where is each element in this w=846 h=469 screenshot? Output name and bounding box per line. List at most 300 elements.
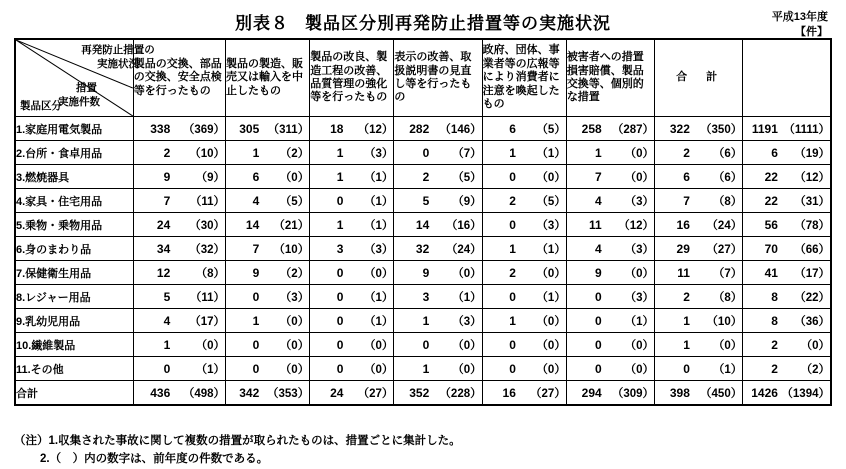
- cell-total: [743, 357, 831, 381]
- value-previous: （30）: [189, 219, 225, 232]
- value-current: 0: [336, 289, 344, 304]
- value-current: 9: [595, 265, 602, 280]
- notes-label: （注）: [14, 435, 49, 447]
- value-current: 11: [589, 217, 602, 232]
- value-previous-number: 0: [812, 339, 819, 352]
- value-current: 1: [683, 313, 690, 328]
- table-row: [15, 165, 831, 189]
- value-previous-number: 1: [375, 291, 382, 304]
- cell-value: [482, 381, 566, 406]
- value-current: 2: [683, 289, 690, 304]
- value-previous: （1）: [536, 147, 566, 160]
- value-previous: （27）: [357, 387, 394, 400]
- value-previous: （19）: [794, 147, 830, 160]
- value-previous: （0）: [624, 171, 655, 184]
- cell-total: [743, 141, 831, 165]
- value-previous: （146）: [439, 123, 482, 136]
- cell-value: [310, 189, 394, 213]
- value-previous-number: 0: [636, 363, 643, 376]
- value-current: 4: [163, 313, 171, 328]
- value-previous: （31）: [794, 195, 830, 208]
- value-previous: （6）: [712, 147, 743, 160]
- row-category-label: 1.家庭用電気製品: [15, 117, 133, 141]
- value-previous-number: 350: [711, 123, 731, 136]
- table-row: [15, 213, 831, 237]
- cell-value: [482, 357, 566, 381]
- value-previous-number: 10: [717, 315, 731, 328]
- cell-total: [743, 309, 831, 333]
- value-previous-number: 1394: [792, 387, 819, 400]
- value-previous-number: 0: [547, 171, 555, 184]
- value-previous-number: 78: [805, 219, 819, 232]
- title-left: 別表８: [235, 14, 289, 33]
- value-previous-number: 27: [541, 387, 555, 400]
- value-current: 0: [509, 361, 516, 376]
- header-corner-cell: [15, 39, 155, 117]
- value-previous-number: 16: [457, 219, 471, 232]
- cell-total: [743, 285, 831, 309]
- cell-total: [743, 261, 831, 285]
- value-current: 1: [336, 145, 344, 160]
- column-header-0: 製品の交換、部品の交換、安全点検等を行ったもの: [133, 39, 225, 117]
- value-current: 1: [509, 145, 516, 160]
- value-previous-number: 2: [291, 147, 298, 160]
- value-previous: （0）: [279, 315, 310, 328]
- value-previous-number: 8: [207, 267, 214, 280]
- value-current: 7: [683, 193, 690, 208]
- value-current: 398: [669, 385, 690, 400]
- value-current: 0: [595, 361, 602, 376]
- cell-value: [226, 333, 310, 357]
- value-previous: （0）: [279, 171, 310, 184]
- value-current: 2: [771, 337, 778, 352]
- value-current: 56: [764, 217, 778, 232]
- row-category-label: 7.保健衛生用品: [15, 261, 133, 285]
- cell-total: [743, 381, 831, 406]
- value-previous-number: 1: [463, 291, 471, 304]
- value-current: 14: [245, 217, 260, 232]
- cell-value: [655, 213, 743, 237]
- value-previous-number: 30: [200, 219, 214, 232]
- value-current: 2: [771, 361, 778, 376]
- value-previous: （0）: [624, 267, 655, 280]
- value-previous-number: 32: [200, 243, 214, 256]
- value-previous-number: 0: [547, 267, 555, 280]
- value-previous: （16）: [445, 219, 482, 232]
- value-current: 2: [509, 193, 516, 208]
- value-previous-number: 5: [463, 171, 471, 184]
- value-previous: （311）: [267, 123, 310, 136]
- value-current: 0: [422, 337, 430, 352]
- cell-value: [310, 237, 394, 261]
- value-current: 3: [422, 289, 430, 304]
- cell-value: [566, 189, 654, 213]
- cell-total: [743, 165, 831, 189]
- value-previous-number: 0: [636, 339, 643, 352]
- value-previous: （0）: [800, 339, 830, 352]
- value-previous: （0）: [195, 339, 225, 352]
- value-previous: （1）: [536, 291, 566, 304]
- table-row: [15, 237, 831, 261]
- value-previous-number: 0: [291, 171, 298, 184]
- value-previous-number: 2: [812, 363, 819, 376]
- value-current: 1: [595, 145, 602, 160]
- cell-value: [226, 357, 310, 381]
- value-previous-number: 0: [463, 339, 471, 352]
- value-previous-number: 10: [200, 147, 214, 160]
- value-previous: （66）: [794, 243, 830, 256]
- value-previous: （353）: [267, 387, 310, 400]
- table-header-row: [15, 39, 831, 117]
- value-previous: （5）: [279, 195, 310, 208]
- value-previous: （1）: [624, 315, 655, 328]
- cell-value: [394, 165, 482, 189]
- value-previous-number: 0: [463, 363, 471, 376]
- value-current: 5: [163, 289, 171, 304]
- value-previous: （3）: [624, 291, 655, 304]
- value-current: 29: [676, 241, 690, 256]
- cell-value: [394, 261, 482, 285]
- value-previous: （1111）: [783, 123, 830, 136]
- value-previous: （5）: [452, 171, 482, 184]
- value-current: 436: [150, 385, 171, 400]
- value-previous: （1）: [452, 291, 482, 304]
- value-current: 1: [252, 313, 260, 328]
- value-previous-number: 1: [547, 243, 555, 256]
- cell-value: [394, 117, 482, 141]
- value-current: 34: [156, 241, 171, 256]
- cell-value: [133, 357, 225, 381]
- cell-value: [482, 309, 566, 333]
- value-current: 22: [764, 193, 778, 208]
- value-previous: （10）: [189, 147, 225, 160]
- value-previous: （0）: [712, 339, 743, 352]
- value-previous-number: 0: [463, 267, 471, 280]
- value-previous-number: 8: [724, 291, 731, 304]
- cell-value: [133, 285, 225, 309]
- row-category-label: 9.乳幼児用品: [15, 309, 133, 333]
- value-previous-number: 450: [711, 387, 731, 400]
- column-header-1: 製品の製造、販売又は輸入を中止したもの: [226, 39, 310, 117]
- value-previous: （3）: [624, 195, 655, 208]
- cell-value: [394, 213, 482, 237]
- cell-value: [482, 165, 566, 189]
- value-previous-number: 0: [724, 339, 731, 352]
- cell-value: [133, 381, 225, 406]
- cell-value: [566, 381, 654, 406]
- value-current: 0: [252, 289, 260, 304]
- value-previous-number: 0: [636, 171, 643, 184]
- value-previous: （8）: [195, 267, 225, 280]
- value-previous-number: 1: [375, 315, 382, 328]
- value-current: 9: [252, 265, 260, 280]
- value-previous-number: 287: [623, 123, 643, 136]
- value-previous-number: 146: [450, 123, 471, 136]
- cell-value: [394, 285, 482, 309]
- value-previous: （17）: [189, 315, 225, 328]
- value-previous-number: 0: [547, 363, 555, 376]
- value-previous-number: 1: [375, 219, 382, 232]
- value-current: 2: [509, 265, 516, 280]
- cell-value: [394, 189, 482, 213]
- value-previous-number: 11: [201, 195, 214, 208]
- value-previous: （0）: [364, 363, 394, 376]
- row-category-label: 10.繊維製品: [15, 333, 133, 357]
- value-current: 16: [502, 385, 516, 400]
- cell-value: [133, 261, 225, 285]
- value-previous-number: 27: [717, 243, 731, 256]
- cell-value: [566, 333, 654, 357]
- cell-value: [133, 237, 225, 261]
- value-previous-number: 0: [547, 339, 555, 352]
- value-previous-number: 369: [194, 123, 214, 136]
- cell-value: [310, 357, 394, 381]
- value-previous-number: 11: [201, 291, 214, 304]
- value-previous-number: 3: [636, 243, 643, 256]
- column-header-2: 製品の改良、製造工程の改善、品質管理の強化等を行ったもの: [310, 39, 394, 117]
- value-previous: （0）: [452, 267, 482, 280]
- value-previous-number: 7: [463, 147, 471, 160]
- row-category-label: 2.台所・食卓用品: [15, 141, 133, 165]
- value-current: 0: [163, 361, 171, 376]
- value-previous: （8）: [712, 291, 743, 304]
- cell-value: [482, 189, 566, 213]
- table-row: [15, 333, 831, 357]
- value-current: 5: [422, 193, 430, 208]
- cell-value: [394, 309, 482, 333]
- value-previous-number: 27: [369, 387, 382, 400]
- cell-value: [133, 141, 225, 165]
- value-previous-number: 9: [463, 195, 471, 208]
- value-current: 22: [764, 169, 778, 184]
- notes-block: [14, 432, 461, 469]
- value-current: 0: [509, 169, 516, 184]
- value-current: 0: [683, 361, 690, 376]
- table-body: [15, 117, 831, 406]
- cell-value: [482, 285, 566, 309]
- value-previous-number: 12: [369, 123, 382, 136]
- table-row: [15, 285, 831, 309]
- value-previous: （1）: [364, 171, 394, 184]
- value-previous-number: 24: [457, 243, 471, 256]
- value-current: 6: [771, 145, 778, 160]
- table-row: [15, 117, 831, 141]
- value-previous-number: 0: [291, 339, 298, 352]
- value-previous-number: 8: [724, 195, 731, 208]
- value-current: 294: [581, 385, 602, 400]
- cell-value: [310, 285, 394, 309]
- value-current: 0: [252, 337, 260, 352]
- value-previous: （1）: [364, 219, 394, 232]
- value-previous: （1）: [712, 363, 743, 376]
- value-current: 2: [422, 169, 430, 184]
- value-previous-number: 0: [636, 147, 643, 160]
- value-previous: （0）: [536, 339, 566, 352]
- value-current: 1: [163, 337, 171, 352]
- value-previous: （17）: [794, 267, 830, 280]
- value-previous-number: 0: [547, 315, 555, 328]
- value-current: 1: [509, 241, 516, 256]
- column-header-5: 被害者への措置損害賠償、製品交換等、個別的な措置: [566, 39, 654, 117]
- value-previous: （0）: [452, 339, 482, 352]
- value-previous: （0）: [624, 339, 655, 352]
- cell-value: [566, 237, 654, 261]
- value-previous: （1394）: [781, 387, 830, 400]
- cell-value: [133, 333, 225, 357]
- cell-value: [566, 141, 654, 165]
- value-previous: （1）: [364, 195, 394, 208]
- value-previous: （22）: [794, 291, 830, 304]
- value-previous: （0）: [364, 339, 394, 352]
- value-current: 1: [336, 169, 344, 184]
- value-previous: （78）: [794, 219, 830, 232]
- value-previous: （0）: [279, 363, 310, 376]
- cell-value: [655, 333, 743, 357]
- value-previous-number: 22: [805, 291, 819, 304]
- cell-value: [310, 117, 394, 141]
- value-previous-number: 1: [636, 315, 643, 328]
- cell-value: [133, 165, 225, 189]
- table-row: [15, 141, 831, 165]
- cell-value: [655, 165, 743, 189]
- value-previous: （0）: [364, 267, 394, 280]
- value-current: 7: [252, 241, 260, 256]
- cell-value: [226, 381, 310, 406]
- value-previous-number: 353: [278, 387, 298, 400]
- value-current: 0: [336, 265, 344, 280]
- value-previous-number: 12: [629, 219, 643, 232]
- row-category-label: 合計: [15, 381, 133, 406]
- column-header-3: 表示の改善、取扱説明書の見直し等を行ったもの: [394, 39, 482, 117]
- cell-value: [655, 309, 743, 333]
- value-current: 305: [239, 121, 260, 136]
- cell-value: [482, 213, 566, 237]
- value-current: 6: [683, 169, 690, 184]
- cell-value: [394, 357, 482, 381]
- value-current: 1191: [751, 121, 778, 136]
- value-current: 1: [422, 361, 430, 376]
- note-line-2: [14, 450, 461, 468]
- value-previous-number: 3: [636, 291, 643, 304]
- value-previous-number: 0: [207, 339, 214, 352]
- value-previous-number: 1: [724, 363, 731, 376]
- cell-value: [655, 189, 743, 213]
- value-current: 7: [163, 193, 171, 208]
- value-previous: （3）: [536, 219, 566, 232]
- value-previous: （9）: [452, 195, 482, 208]
- cell-value: [566, 285, 654, 309]
- value-previous-number: 1: [547, 147, 555, 160]
- value-previous: （3）: [364, 243, 394, 256]
- cell-value: [394, 333, 482, 357]
- value-previous: （2）: [279, 267, 310, 280]
- value-current: 342: [239, 385, 260, 400]
- value-previous: （0）: [279, 339, 310, 352]
- row-category-label: 5.乗物・乗物用品: [15, 213, 133, 237]
- value-previous: （21）: [273, 219, 310, 232]
- cell-total: [743, 189, 831, 213]
- cell-value: [655, 381, 743, 406]
- cell-value: [133, 309, 225, 333]
- cell-value: [566, 165, 654, 189]
- value-previous: （11）: [189, 291, 225, 304]
- value-previous: （0）: [624, 363, 655, 376]
- value-current: 0: [336, 361, 344, 376]
- value-previous-number: 6: [724, 171, 731, 184]
- value-current: 8: [771, 313, 778, 328]
- value-current: 2: [683, 145, 690, 160]
- value-current: 338: [150, 121, 171, 136]
- value-previous: （7）: [712, 267, 743, 280]
- value-previous: （0）: [536, 267, 566, 280]
- table-row: [15, 357, 831, 381]
- value-previous-number: 0: [375, 363, 382, 376]
- value-previous: （12）: [618, 219, 655, 232]
- value-previous: （1）: [364, 315, 394, 328]
- cell-total: [743, 333, 831, 357]
- table-row: [15, 309, 831, 333]
- value-previous: （3）: [279, 291, 310, 304]
- value-current: 7: [595, 169, 602, 184]
- value-previous-number: 1: [375, 195, 382, 208]
- cell-value: [226, 117, 310, 141]
- value-current: 1: [683, 337, 690, 352]
- value-current: 1: [336, 217, 344, 232]
- value-current: 0: [252, 361, 260, 376]
- note-1: 1.収集された事故に関して複数の措置が取られたものは、措置ごとに集計した。: [48, 435, 461, 447]
- cell-value: [566, 309, 654, 333]
- year-unit-block: [772, 10, 828, 40]
- value-previous: （7）: [452, 147, 482, 160]
- value-current: 1: [422, 313, 430, 328]
- cell-value: [655, 141, 743, 165]
- measures-table: [14, 38, 832, 406]
- cell-value: [394, 141, 482, 165]
- value-current: 24: [156, 217, 171, 232]
- note-line-1: [14, 432, 461, 450]
- value-current: 41: [764, 265, 778, 280]
- unit-label: 【件】: [795, 25, 828, 38]
- value-previous-number: 3: [463, 315, 471, 328]
- value-previous-number: 66: [805, 243, 819, 256]
- value-previous: （12）: [357, 123, 394, 136]
- value-previous: （309）: [611, 387, 655, 400]
- value-previous: （24）: [706, 219, 743, 232]
- value-current: 0: [336, 337, 344, 352]
- value-previous: （32）: [189, 243, 225, 256]
- cell-value: [655, 237, 743, 261]
- table-row: [15, 261, 831, 285]
- value-current: 8: [771, 289, 778, 304]
- cell-value: [226, 189, 310, 213]
- value-current: 1426: [751, 385, 778, 400]
- value-current: 18: [330, 121, 344, 136]
- cell-value: [310, 333, 394, 357]
- row-category-label: 4.家具・住宅用品: [15, 189, 133, 213]
- value-previous-number: 0: [291, 315, 298, 328]
- cell-value: [226, 141, 310, 165]
- value-previous-number: 309: [623, 387, 643, 400]
- value-previous: （10）: [273, 243, 310, 256]
- header-count-label: 実施件数: [58, 96, 100, 108]
- cell-total: [743, 117, 831, 141]
- value-previous: （1）: [536, 243, 566, 256]
- value-previous: （24）: [445, 243, 482, 256]
- value-previous: （0）: [536, 171, 566, 184]
- value-current: 0: [595, 313, 602, 328]
- value-previous-number: 228: [450, 387, 471, 400]
- header-measure-label: 措置: [76, 82, 97, 94]
